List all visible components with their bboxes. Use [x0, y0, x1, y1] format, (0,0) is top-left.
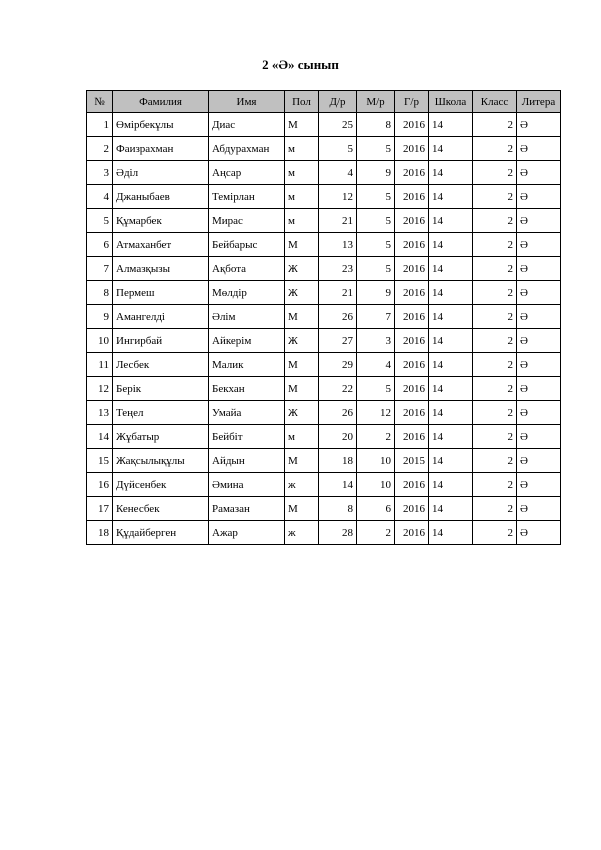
cell-surname: Жұбатыр	[113, 425, 209, 449]
cell-letter: Ә	[517, 473, 561, 497]
cell-birth-month: 7	[357, 305, 395, 329]
cell-number: 1	[87, 113, 113, 137]
cell-number: 16	[87, 473, 113, 497]
cell-class: 2	[473, 473, 517, 497]
cell-birth-day: 28	[319, 521, 357, 545]
cell-name: Ажар	[209, 521, 285, 545]
page-title: 2 «Ә» сынып	[262, 57, 339, 72]
table-row	[87, 113, 561, 137]
cell-class: 2	[473, 257, 517, 281]
cell-birth-day: 12	[319, 185, 357, 209]
cell-school: 14	[429, 497, 473, 521]
table-row	[87, 233, 561, 257]
table-row	[87, 425, 561, 449]
cell-surname: Жақсылықұлы	[113, 449, 209, 473]
cell-gender: Ж	[285, 257, 319, 281]
table-row	[87, 305, 561, 329]
cell-birth-day: 13	[319, 233, 357, 257]
cell-class: 2	[473, 161, 517, 185]
cell-gender: м	[285, 137, 319, 161]
cell-gender: М	[285, 113, 319, 137]
cell-surname: Берік	[113, 377, 209, 401]
cell-class: 2	[473, 185, 517, 209]
cell-number: 13	[87, 401, 113, 425]
cell-letter: Ә	[517, 209, 561, 233]
cell-birth-day: 25	[319, 113, 357, 137]
cell-birth-month: 3	[357, 329, 395, 353]
cell-letter: Ә	[517, 257, 561, 281]
cell-letter: Ә	[517, 329, 561, 353]
column-header-school: Школа	[429, 91, 473, 113]
cell-school: 14	[429, 353, 473, 377]
cell-birth-month: 5	[357, 185, 395, 209]
cell-birth-year: 2016	[395, 377, 429, 401]
cell-surname: Ингирбай	[113, 329, 209, 353]
cell-school: 14	[429, 137, 473, 161]
cell-name: Рамазан	[209, 497, 285, 521]
cell-school: 14	[429, 185, 473, 209]
cell-birth-month: 5	[357, 137, 395, 161]
cell-name: Аңсар	[209, 161, 285, 185]
cell-surname: Әділ	[113, 161, 209, 185]
cell-name: Малик	[209, 353, 285, 377]
cell-letter: Ә	[517, 161, 561, 185]
table-row	[87, 473, 561, 497]
cell-gender: М	[285, 449, 319, 473]
table-row	[87, 329, 561, 353]
cell-birth-year: 2016	[395, 329, 429, 353]
cell-school: 14	[429, 521, 473, 545]
cell-name: Айкерім	[209, 329, 285, 353]
column-header-gender: Пол	[285, 91, 319, 113]
cell-birth-year: 2016	[395, 257, 429, 281]
cell-name: Ақбота	[209, 257, 285, 281]
cell-surname: Алмазқызы	[113, 257, 209, 281]
cell-class: 2	[473, 329, 517, 353]
cell-surname: Фаизрахман	[113, 137, 209, 161]
cell-birth-year: 2016	[395, 209, 429, 233]
cell-class: 2	[473, 281, 517, 305]
cell-birth-day: 8	[319, 497, 357, 521]
table-row	[87, 209, 561, 233]
cell-letter: Ә	[517, 497, 561, 521]
cell-name: Умайа	[209, 401, 285, 425]
cell-school: 14	[429, 209, 473, 233]
cell-class: 2	[473, 425, 517, 449]
cell-class: 2	[473, 401, 517, 425]
cell-gender: М	[285, 233, 319, 257]
cell-birth-month: 5	[357, 257, 395, 281]
cell-gender: Ж	[285, 401, 319, 425]
cell-class: 2	[473, 137, 517, 161]
column-header-name: Имя	[209, 91, 285, 113]
cell-gender: М	[285, 377, 319, 401]
cell-surname: Амангелді	[113, 305, 209, 329]
cell-letter: Ә	[517, 401, 561, 425]
cell-number: 17	[87, 497, 113, 521]
cell-birth-month: 8	[357, 113, 395, 137]
cell-school: 14	[429, 473, 473, 497]
cell-school: 14	[429, 305, 473, 329]
table-row	[87, 401, 561, 425]
cell-name: Әлім	[209, 305, 285, 329]
cell-name: Темірлан	[209, 185, 285, 209]
cell-number: 14	[87, 425, 113, 449]
cell-birth-day: 22	[319, 377, 357, 401]
cell-birth-year: 2016	[395, 233, 429, 257]
cell-number: 18	[87, 521, 113, 545]
column-header-number: №	[87, 91, 113, 113]
cell-number: 12	[87, 377, 113, 401]
cell-birth-day: 5	[319, 137, 357, 161]
cell-class: 2	[473, 377, 517, 401]
cell-birth-year: 2016	[395, 425, 429, 449]
header-row	[87, 91, 561, 113]
cell-number: 2	[87, 137, 113, 161]
cell-school: 14	[429, 425, 473, 449]
cell-birth-year: 2016	[395, 113, 429, 137]
cell-birth-year: 2016	[395, 185, 429, 209]
cell-letter: Ә	[517, 113, 561, 137]
table-row	[87, 281, 561, 305]
cell-letter: Ә	[517, 305, 561, 329]
cell-birth-year: 2016	[395, 497, 429, 521]
cell-name: Бейбіт	[209, 425, 285, 449]
cell-school: 14	[429, 233, 473, 257]
cell-gender: Ж	[285, 329, 319, 353]
cell-gender: М	[285, 353, 319, 377]
cell-number: 5	[87, 209, 113, 233]
cell-birth-month: 6	[357, 497, 395, 521]
cell-name: Мирас	[209, 209, 285, 233]
cell-gender: м	[285, 185, 319, 209]
cell-class: 2	[473, 113, 517, 137]
cell-birth-day: 27	[319, 329, 357, 353]
table-row	[87, 377, 561, 401]
column-header-letter: Литера	[517, 91, 561, 113]
cell-school: 14	[429, 449, 473, 473]
cell-surname: Атмаханбет	[113, 233, 209, 257]
students-table	[86, 90, 561, 545]
cell-gender: м	[285, 209, 319, 233]
cell-number: 4	[87, 185, 113, 209]
cell-name: Әмина	[209, 473, 285, 497]
cell-surname: Құмарбек	[113, 209, 209, 233]
cell-birth-month: 10	[357, 473, 395, 497]
column-header-birth-day: Д/р	[319, 91, 357, 113]
column-header-birth-month: М/р	[357, 91, 395, 113]
cell-letter: Ә	[517, 137, 561, 161]
cell-class: 2	[473, 305, 517, 329]
cell-birth-month: 5	[357, 209, 395, 233]
cell-name: Бекхан	[209, 377, 285, 401]
cell-letter: Ә	[517, 377, 561, 401]
cell-birth-day: 26	[319, 401, 357, 425]
cell-number: 3	[87, 161, 113, 185]
cell-gender: М	[285, 497, 319, 521]
cell-gender: Ж	[285, 281, 319, 305]
cell-gender: м	[285, 425, 319, 449]
cell-birth-day: 4	[319, 161, 357, 185]
cell-number: 15	[87, 449, 113, 473]
cell-birth-day: 23	[319, 257, 357, 281]
cell-gender: ж	[285, 473, 319, 497]
cell-name: Айдын	[209, 449, 285, 473]
cell-name: Мөлдір	[209, 281, 285, 305]
cell-birth-month: 5	[357, 377, 395, 401]
cell-school: 14	[429, 257, 473, 281]
cell-number: 8	[87, 281, 113, 305]
cell-birth-year: 2016	[395, 353, 429, 377]
cell-school: 14	[429, 161, 473, 185]
cell-letter: Ә	[517, 353, 561, 377]
cell-birth-year: 2016	[395, 401, 429, 425]
cell-letter: Ә	[517, 233, 561, 257]
cell-birth-month: 2	[357, 521, 395, 545]
table-row	[87, 185, 561, 209]
cell-birth-day: 20	[319, 425, 357, 449]
cell-letter: Ә	[517, 521, 561, 545]
cell-birth-day: 18	[319, 449, 357, 473]
cell-surname: Джаныбаев	[113, 185, 209, 209]
table-row	[87, 353, 561, 377]
cell-gender: М	[285, 305, 319, 329]
cell-birth-month: 9	[357, 281, 395, 305]
cell-school: 14	[429, 377, 473, 401]
cell-birth-year: 2016	[395, 161, 429, 185]
cell-birth-day: 29	[319, 353, 357, 377]
cell-birth-month: 4	[357, 353, 395, 377]
cell-birth-month: 9	[357, 161, 395, 185]
cell-birth-year: 2016	[395, 137, 429, 161]
cell-birth-day: 21	[319, 209, 357, 233]
cell-surname: Лесбек	[113, 353, 209, 377]
table-row	[87, 137, 561, 161]
cell-class: 2	[473, 233, 517, 257]
cell-letter: Ә	[517, 185, 561, 209]
cell-class: 2	[473, 497, 517, 521]
cell-letter: Ә	[517, 425, 561, 449]
table-row	[87, 497, 561, 521]
cell-birth-month: 10	[357, 449, 395, 473]
cell-surname: Пермеш	[113, 281, 209, 305]
table-row	[87, 521, 561, 545]
cell-surname: Теңел	[113, 401, 209, 425]
cell-class: 2	[473, 521, 517, 545]
cell-name: Бейбарыс	[209, 233, 285, 257]
cell-name: Абдурахман	[209, 137, 285, 161]
cell-letter: Ә	[517, 281, 561, 305]
cell-birth-month: 5	[357, 233, 395, 257]
column-header-class: Класс	[473, 91, 517, 113]
cell-gender: ж	[285, 521, 319, 545]
cell-class: 2	[473, 353, 517, 377]
column-header-surname: Фамилия	[113, 91, 209, 113]
cell-number: 7	[87, 257, 113, 281]
cell-school: 14	[429, 401, 473, 425]
cell-class: 2	[473, 209, 517, 233]
cell-school: 14	[429, 281, 473, 305]
cell-number: 11	[87, 353, 113, 377]
cell-birth-month: 2	[357, 425, 395, 449]
cell-birth-day: 21	[319, 281, 357, 305]
cell-school: 14	[429, 113, 473, 137]
cell-letter: Ә	[517, 449, 561, 473]
column-header-birth-year: Г/р	[395, 91, 429, 113]
table-row	[87, 257, 561, 281]
cell-class: 2	[473, 449, 517, 473]
cell-number: 10	[87, 329, 113, 353]
cell-birth-year: 2016	[395, 305, 429, 329]
cell-gender: м	[285, 161, 319, 185]
table-body	[87, 113, 561, 545]
cell-birth-day: 26	[319, 305, 357, 329]
cell-school: 14	[429, 329, 473, 353]
cell-birth-day: 14	[319, 473, 357, 497]
cell-birth-month: 12	[357, 401, 395, 425]
cell-surname: Дүйсенбек	[113, 473, 209, 497]
cell-number: 6	[87, 233, 113, 257]
table-row	[87, 449, 561, 473]
table-row	[87, 161, 561, 185]
cell-birth-year: 2016	[395, 281, 429, 305]
cell-number: 9	[87, 305, 113, 329]
cell-surname: Өмірбекұлы	[113, 113, 209, 137]
cell-name: Диас	[209, 113, 285, 137]
cell-birth-year: 2015	[395, 449, 429, 473]
cell-surname: Кенесбек	[113, 497, 209, 521]
cell-birth-year: 2016	[395, 521, 429, 545]
cell-surname: Құдайберген	[113, 521, 209, 545]
cell-birth-year: 2016	[395, 473, 429, 497]
